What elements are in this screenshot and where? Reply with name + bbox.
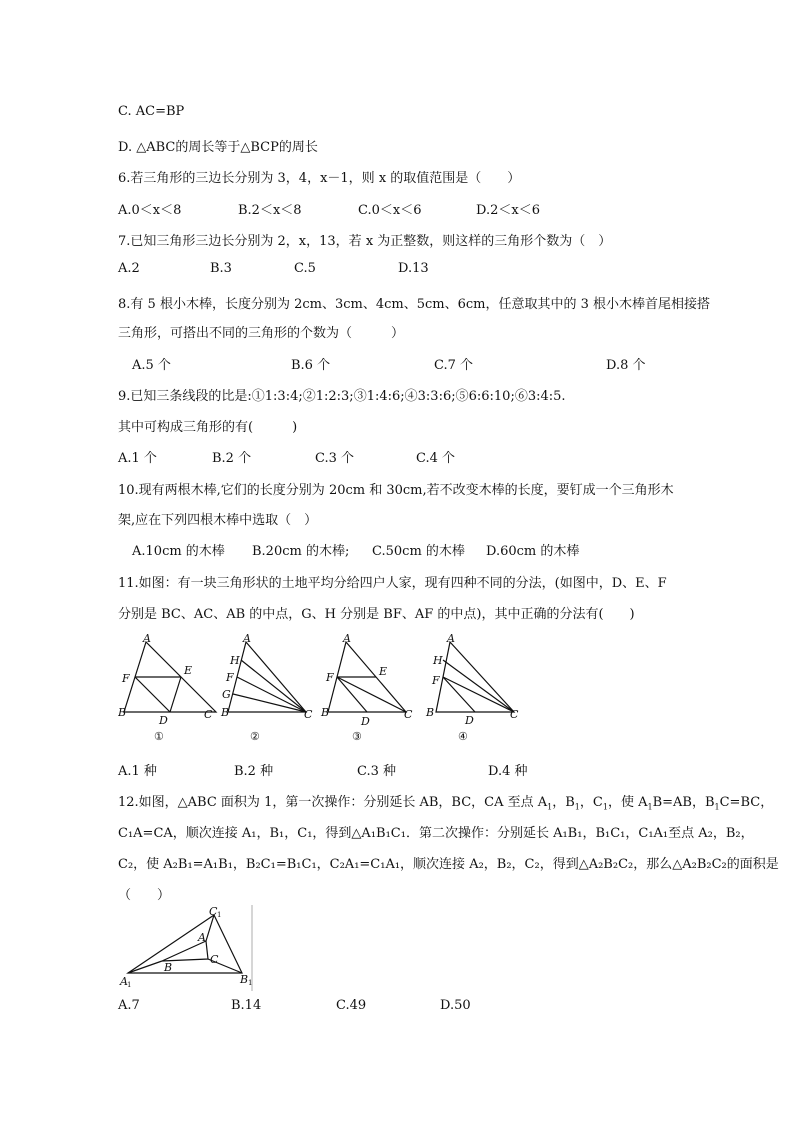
q8-option-d: D.8 个: [606, 358, 646, 373]
q8-option-b: B.6 个: [291, 358, 331, 373]
label-c: C: [204, 708, 213, 721]
label-g: G: [222, 688, 231, 701]
label-c1: C: [209, 905, 218, 918]
q7-option-a: A.2: [118, 261, 140, 276]
q9-option-a: A.1 个: [118, 451, 157, 466]
label-f: F: [432, 674, 440, 687]
q10-option-d: D.60cm 的木棒: [486, 544, 580, 559]
figure-caption-3: ③: [352, 730, 362, 743]
q6-stem: 6.若三角形的三边长分别为 3，4，x－1，则 x 的取值范围是（ ）: [118, 171, 521, 186]
label-d: D: [361, 715, 370, 728]
q12-stem-line2: C₁A=CA，顺次连接 A₁，B₁，C₁，得到△A₁B₁C₁．第二次操作：分别延长 A₁B₁，B₁C₁，C₁A₁至点 A₂，B₂，: [118, 826, 754, 841]
q11-stem-line2: 分别是 BC、AC、AB 的中点，G、H 分别是 BF、AF 的中点)，其中正确的分法有( ): [118, 607, 635, 622]
q6-option-c: C.0＜x＜6: [358, 203, 422, 218]
q6-option-a: A.0＜x＜8: [118, 203, 182, 218]
q10-option-a: A.10cm 的木棒: [132, 544, 225, 559]
q8-option-c: C.7 个: [434, 358, 474, 373]
label-b1: B: [240, 973, 249, 986]
q10-option-b: B.20cm 的木棒;: [252, 544, 350, 559]
label-c: C: [304, 708, 313, 721]
q7-option-c: C.5: [294, 261, 316, 276]
q9-option-d: C.4 个: [416, 451, 456, 466]
label-b: B: [321, 706, 330, 719]
q12-option-d: D.50: [440, 998, 471, 1013]
figure-caption-1: ①: [154, 730, 164, 743]
figure-caption-4: ④: [458, 730, 468, 743]
label-c1-sub: 1: [217, 911, 222, 919]
q9-stem-line2: 其中可构成三角形的有( ): [118, 420, 298, 435]
q9-option-b: B.2 个: [212, 451, 252, 466]
label-b: B: [118, 706, 127, 719]
label-h: H: [230, 654, 240, 667]
label-b: B: [426, 706, 435, 719]
q11-option-c: C.3 种: [357, 764, 397, 779]
q12-option-a: A.7: [118, 998, 140, 1013]
label-b: B: [221, 706, 230, 719]
label-c: C: [210, 953, 219, 966]
label-e: E: [184, 664, 193, 677]
q8-stem-line1: 8.有 5 根小木棒，长度分别为 2cm、3cm、4cm、5cm、6cm，任意取其中的 3 根小木棒首尾相接搭: [118, 297, 711, 312]
label-a1-sub: 1: [127, 981, 132, 989]
label-a: A: [343, 632, 351, 645]
label-f: F: [226, 671, 234, 684]
q10-stem-line2: 架,应在下列四根木棒中选取（ ）: [118, 513, 318, 528]
label-h: H: [433, 654, 443, 667]
q11-option-b: B.2 种: [234, 764, 274, 779]
q12-option-b: B.14: [231, 998, 262, 1013]
q7-stem: 7.已知三角形三边长分别为 2，x，13，若 x 为正整数，则这样的三角形个数为（ ）: [118, 234, 612, 249]
label-f: F: [326, 671, 334, 684]
q8-option-a: A.5 个: [132, 358, 171, 373]
label-a: A: [243, 632, 251, 645]
q11-figure-4: [418, 632, 522, 750]
label-c: C: [510, 708, 519, 721]
q9-stem-line1: 9.已知三条线段的比是:①1:3:4;②1:2:3;③1:4:6;④3:3:6;⑤6:6:10;⑥3:4:5.: [118, 389, 566, 404]
q12-stem-line4: （ ）: [118, 888, 171, 903]
q5-option-d: D. △ABC的周长等于△BCP的周长: [118, 140, 318, 155]
q6-option-b: B.2＜x＜8: [238, 203, 302, 218]
label-a1: A: [120, 975, 128, 988]
q11-option-d: D.4 种: [488, 764, 528, 779]
figure-caption-2: ②: [250, 730, 260, 743]
label-c: C: [404, 708, 413, 721]
label-a: A: [198, 931, 206, 944]
q9-option-c: C.3 个: [315, 451, 355, 466]
q7-option-b: B.3: [210, 261, 232, 276]
q10-stem-line1: 10.现有两根木棒,它们的长度分别为 20cm 和 30cm,若不改变木棒的长度，要钉成一个三角形木: [118, 483, 674, 498]
q11-option-a: A.1 种: [118, 764, 157, 779]
q6-option-d: D.2＜x＜6: [476, 203, 540, 218]
q10-option-c: C.50cm 的木棒: [372, 544, 465, 559]
q11-figure-1: [118, 632, 218, 750]
label-d: D: [465, 714, 474, 727]
q12-option-c: C.49: [336, 998, 367, 1013]
q11-stem-line1: 11.如图：有一块三角形状的土地平均分给四户人家，现有四种不同的分法，(如图中，D、E、F: [118, 576, 667, 591]
q7-option-d: D.13: [398, 261, 429, 276]
q5-option-c: C. AC=BP: [118, 104, 185, 119]
label-e: E: [379, 665, 388, 678]
label-d: D: [159, 714, 168, 727]
q11-figure-2: [218, 632, 318, 750]
q12-stem-line1: 12.如图，△ABC 面积为 1，第一次操作：分别延长 AB，BC，CA 至点 $A_1$，$B_1$，$C_1$，使 $A_1B=AB$，$B_1C=BC$，: [118, 795, 774, 812]
label-b: B: [164, 961, 173, 974]
q12-stem-line3: C₂，使 A₂B₁=A₁B₁，B₂C₁=B₁C₁，C₂A₁=C₁A₁，顺次连接 A₂，B₂，C₂，得到△A₂B₂C₂，那么△A₂B₂C₂的面积是: [118, 857, 779, 872]
label-a: A: [143, 632, 151, 645]
label-f: F: [122, 672, 130, 685]
q8-stem-line2: 三角形，可搭出不同的三角形的个数为（ ）: [118, 326, 405, 341]
q11-figure-3: [318, 632, 418, 750]
label-b1-sub: 1: [248, 979, 253, 987]
label-a: A: [447, 632, 455, 645]
q12-figure: [118, 903, 258, 993]
